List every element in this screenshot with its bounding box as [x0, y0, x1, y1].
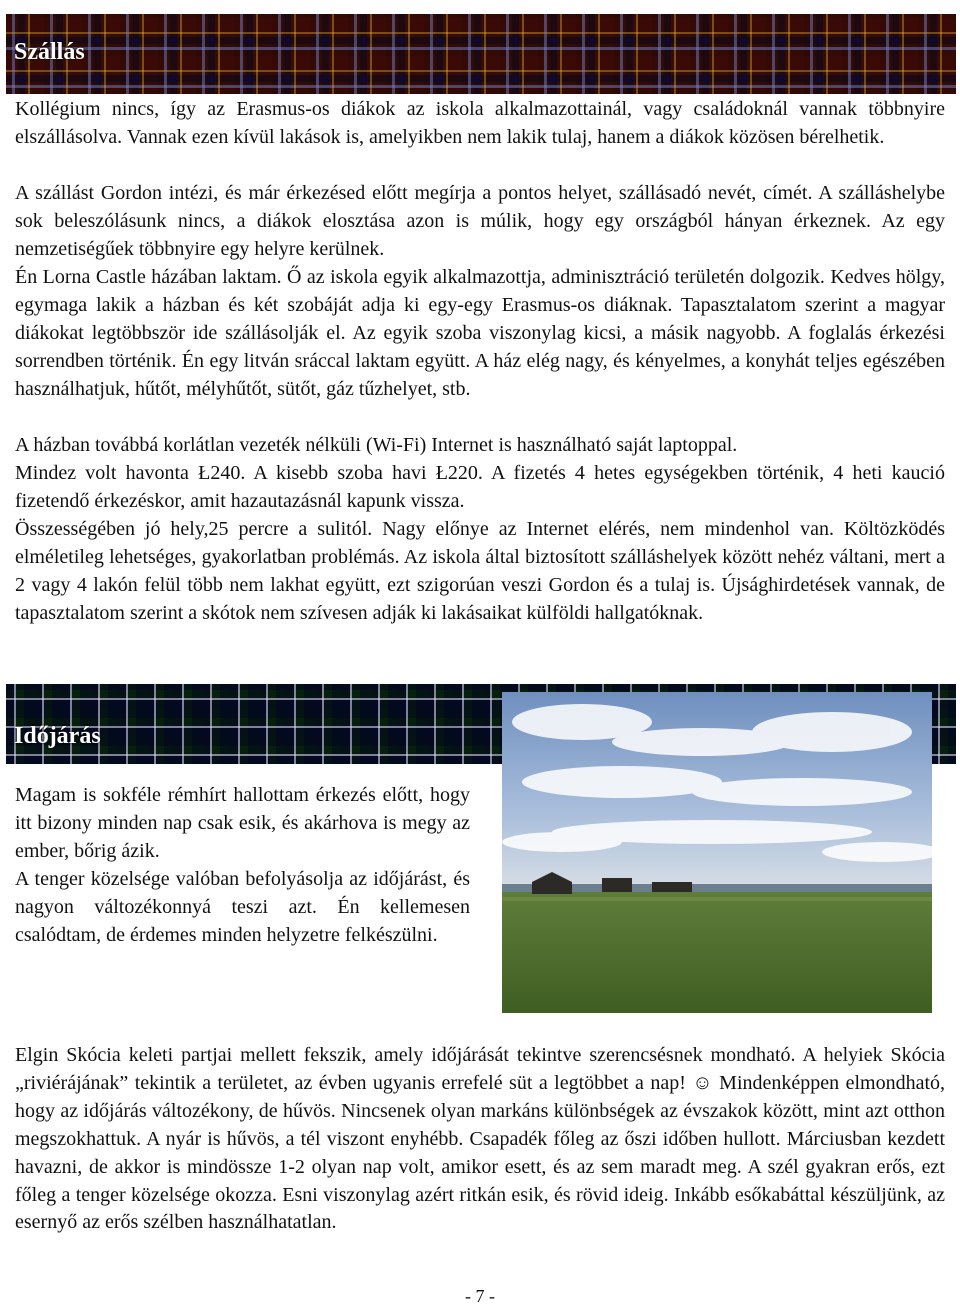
- accommodation-paragraph-5: Mindez volt havonta Ł240. A kisebb szoba havi Ł220. A fizetés 4 hetes egységekben történik, 4 heti kaució fizetendő érkezéskor, amit hazautazásnál kapunk vissza.: [15, 462, 945, 512]
- accommodation-paragraph-3: Én Lorna Castle házában laktam. Ő az iskola egyik alkalmazottja, adminisztráció területén dolgozik. Kedves hölgy, egymaga lakik a házban és két szobáját adja ki egy-egy Erasmus-os diáknak. Tapasztalatom szerint a magyar diákokat legtöbbször ide szállásolják el. Az egyik szoba viszonylag kicsi, a másik nagyobb. A foglalás érkezési sorrendben történik. Én egy litván sráccal laktam együtt. A ház elég nagy, és kényelmes, a konyhát teljes egészében használhatjuk, hűtőt, mélyhűtőt, sütőt, gáz tűzhelyet, stb.: [15, 266, 945, 400]
- landscape-photo: [502, 692, 932, 1013]
- section-heading-weather: Időjárás: [14, 723, 101, 749]
- accommodation-paragraph-1: Kollégium nincs, így az Erasmus-os diákok az iskola alkalmazottainál, vagy családoknál vannak többnyire elszállásolva. Vannak ezen kívül lakások is, amelyikben nem lakik tulaj, hanem a diákok közösen bérelhetik.: [15, 98, 945, 148]
- accommodation-paragraph-2: A szállást Gordon intézi, és már érkezésed előtt megírja a pontos helyet, szállásadó nevét, címét. A szálláshelybe sok beleszólásunk nincs, a diákok elosztása azon is múlik, hogy egy országból hányan érkeznek. Az egy nemzetiségűek többnyire egy helyre kerülnek.: [15, 182, 945, 260]
- tartan-banner-accommodation: [6, 14, 956, 94]
- accommodation-paragraph-6: Összességében jó hely,25 percre a sulitól. Nagy előnye az Internet elérés, nem mindenhol van. Költözködés elméletileg lehetséges, gyakorlatban problémás. Az iskola által biztosított szálláshelyek között nehéz váltani, mert a 2 vagy 4 lakón felül több nem lakhat együtt, ezt szigorúan veszi Gordon és a tulaj is. Újsághirdetések vannak, de tapasztalatom szerint a skótok nem szívesen adják ki lakásaikat külföldi hallgatóknak.: [15, 518, 945, 624]
- section-heading-accommodation: Szállás: [14, 39, 85, 65]
- page-number: - 7 -: [465, 1286, 495, 1306]
- weather-body-paragraph: Elgin Skócia keleti partjai mellett fekszik, amely időjárását tekintve szerencsésnek mondható. A helyiek Skócia „riviérájának” tekintik a területet, az évben ugyanis errefelé süt a legtöbbet a nap! ☺ Mindenképpen elmondható, hogy az időjárás változékony, de hűvös. Nincsenek olyan markáns különbségek az évszakok között, mint azt otthon megszokhattuk. A nyár is hűvös, a tél viszont enyhébb. Csapadék főleg az őszi időben hullott. Márciusban kezdett havazni, de akkor is mindössze 1-2 olyan nap volt, amikor esett, és az sem maradt meg. A szél gyakran erős, ezt főleg a tenger közelsége okozza. Esni viszonylag azért ritkán esik, és rövid ideig. Inkább esőkabáttal készüljünk, az esernyő az erős szélben használhatatlan.: [15, 1044, 945, 1234]
- weather-intro-paragraph-2: A tenger közelsége valóban befolyásolja az időjárást, és nagyon változékonnyá teszi azt. Én kellemesen csalódtam, de érdemes minden helyzetre felkészülni.: [15, 868, 470, 946]
- accommodation-paragraph-4: A házban továbbá korlátlan vezeték nélküli (Wi-Fi) Internet is használható saját laptoppal.: [15, 434, 738, 456]
- weather-intro-paragraph-1: Magam is sokféle rémhírt hallottam érkezés előtt, hogy itt bizony minden nap csak esik, és akárhova is megy az ember, bőrig ázik.: [15, 784, 470, 862]
- weather-intro-text: [15, 781, 470, 949]
- landscape-photo-svg: [502, 692, 932, 1013]
